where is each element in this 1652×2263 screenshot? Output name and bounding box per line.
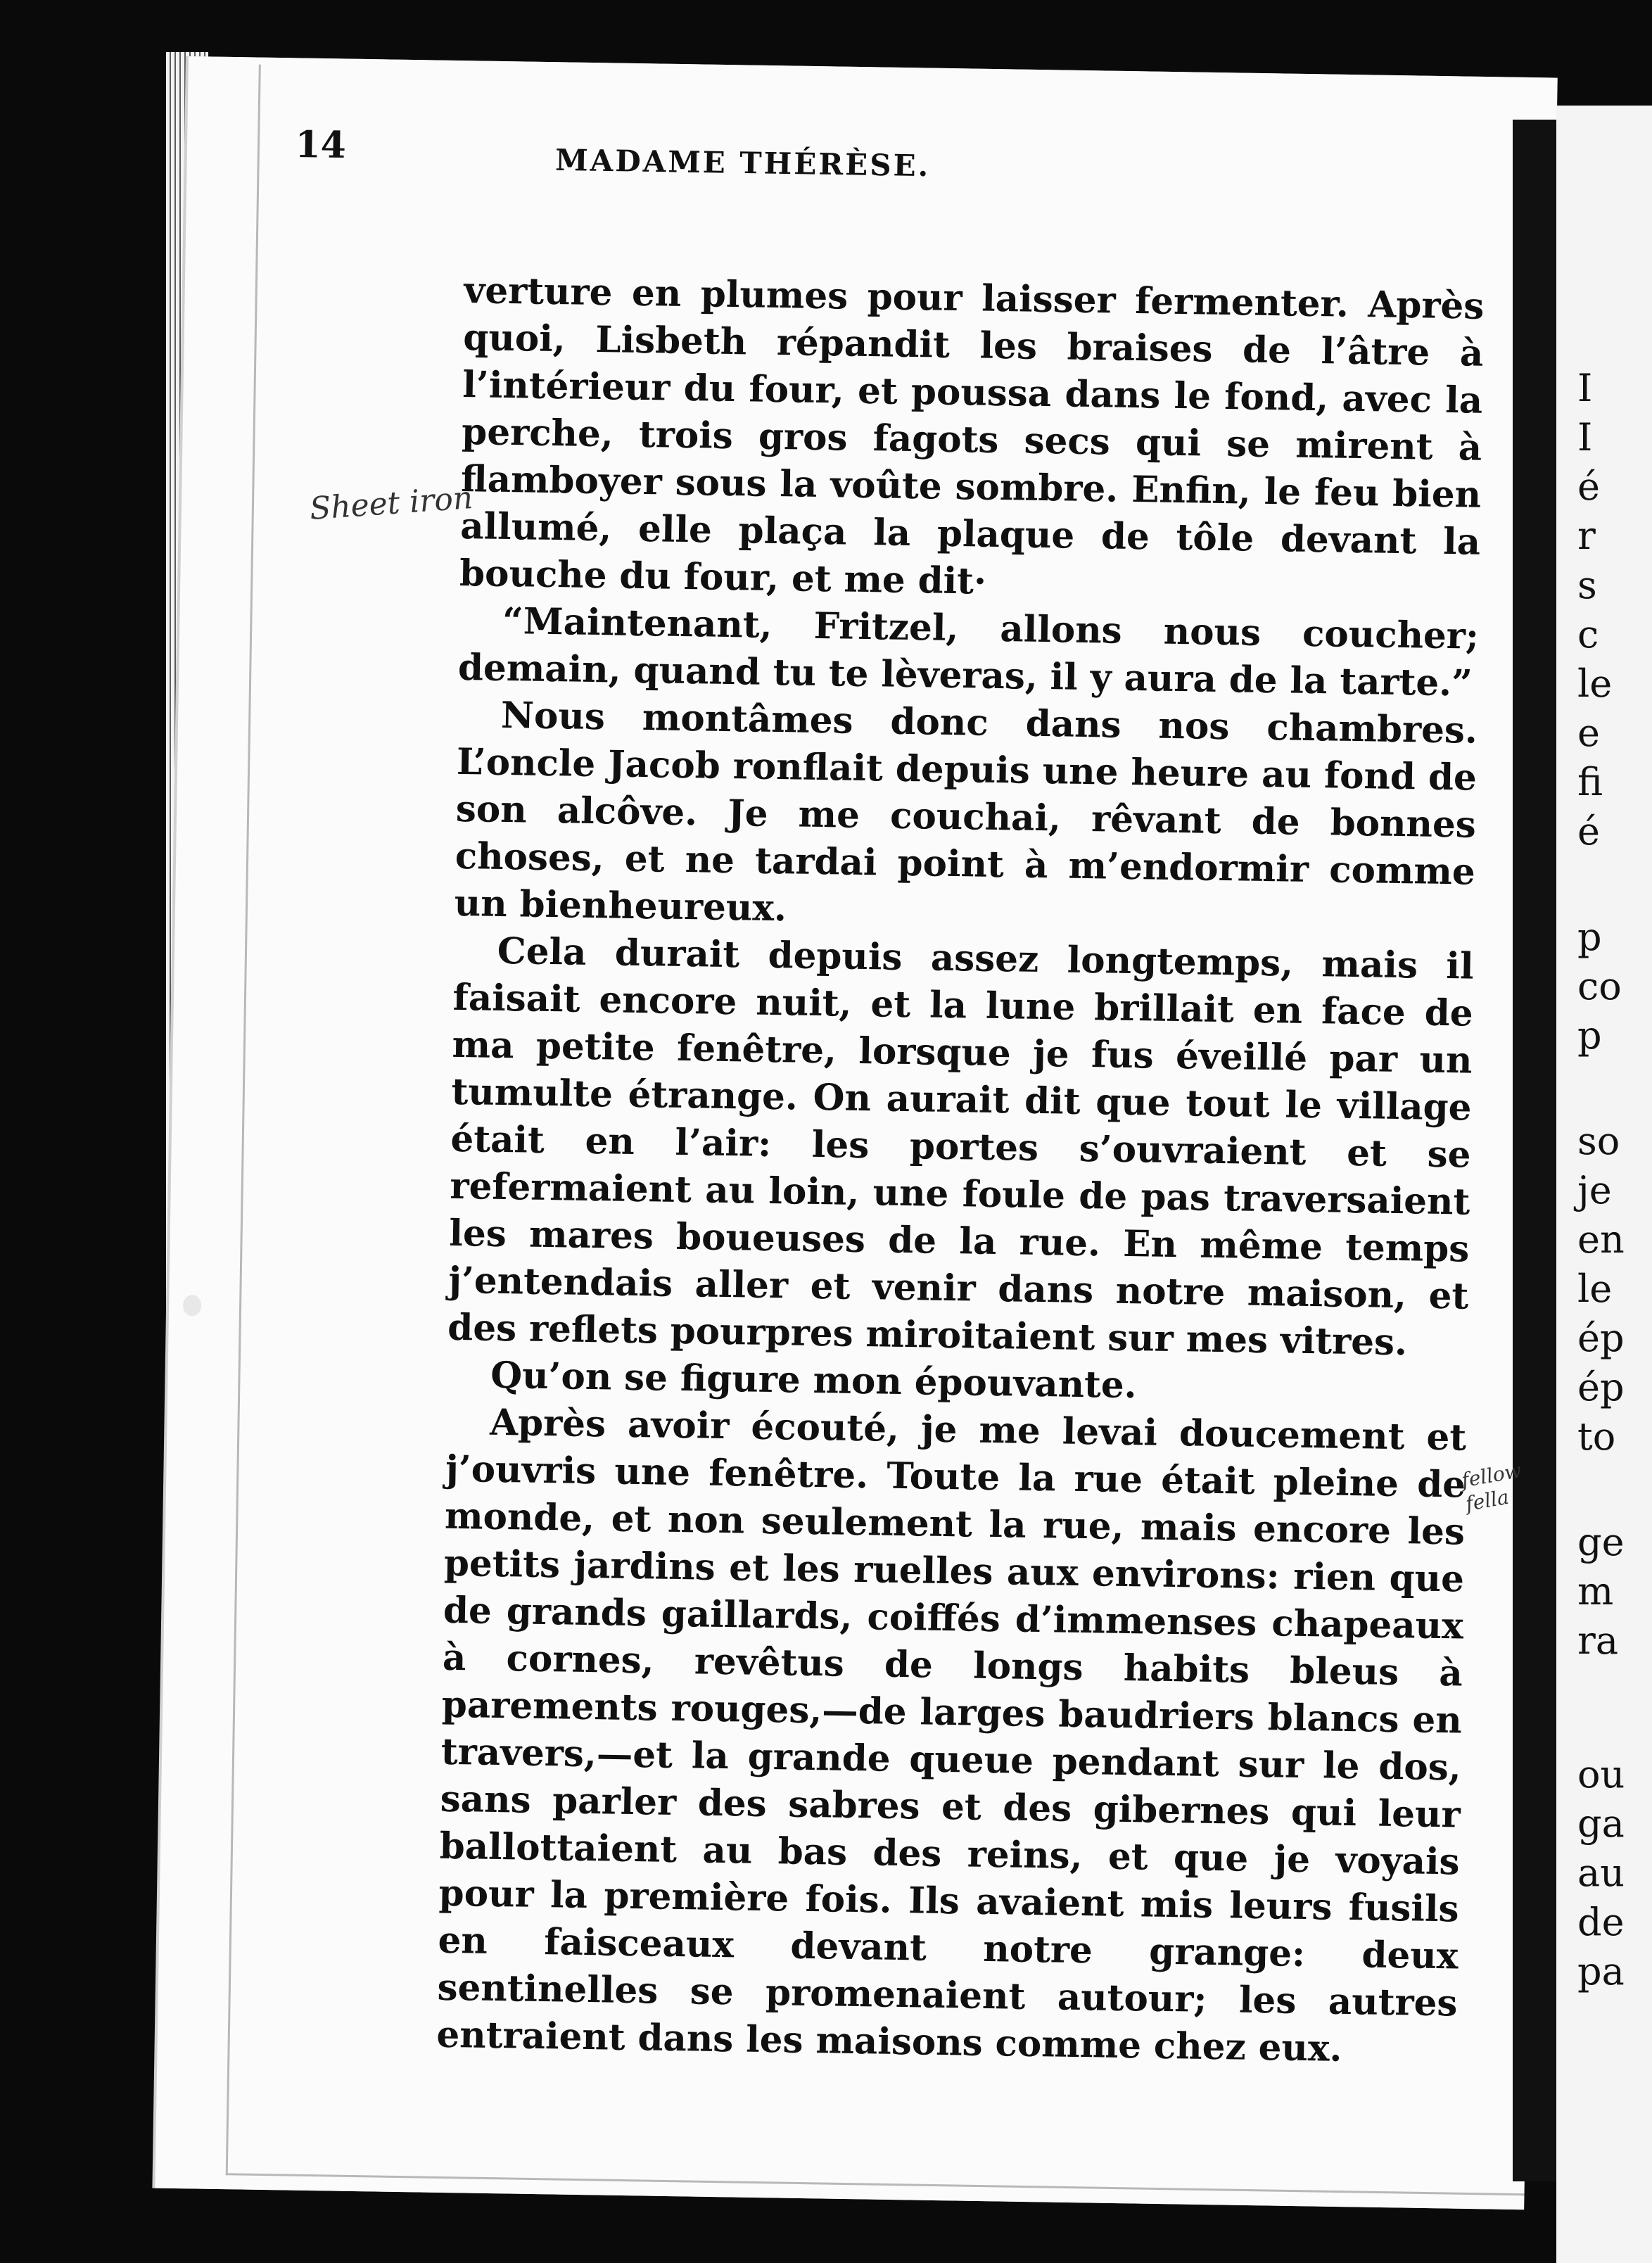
running-title: MADAME THÉRÈSE.: [554, 142, 931, 184]
facing-page-line: c: [1577, 612, 1599, 657]
body-text: [436, 267, 1485, 2074]
paragraph-4: Cela durait depuis assez longtemps, mais il faisait encore nuit, et la lune brillait en face de ma petite fenêtre, lorsque je fus éveillé par un tumulte étrange. On aurait dit que tout le village était en l’air: les portes s’ouvraient et se refermaient au loin, une foule de pas traversaient les mares boueuses de la rue. En même temps j’entendais aller et venir dans notre maison, et des reflets pourpres miroitaient sur mes vitres.: [447, 930, 1475, 1364]
facing-page-line: p: [1577, 1013, 1602, 1058]
paper-speck: [183, 1295, 201, 1316]
facing-page-fragment: [1556, 106, 1652, 2263]
paragraph-3: Nous montâmes donc dans nos chambres. L’oncle Jacob ronflait depuis une heure au fond de son alcôve. Je me couchai, rêvant de bonnes choses, et ne tardai point à m’endormir comme un bienheureux.: [454, 694, 1478, 930]
paragraph-5: Qu’on se figure mon épouvante.: [490, 1354, 1138, 1407]
facing-page-line: s: [1577, 563, 1597, 607]
facing-page-line: pa: [1577, 1949, 1625, 1993]
margin-annotation-right: fellow fella: [1459, 1459, 1523, 1516]
facing-page-line: I: [1577, 415, 1593, 459]
facing-page-line: é: [1577, 464, 1600, 509]
facing-page-line: ou: [1577, 1752, 1625, 1796]
margin-annotation-left: Sheet iron: [308, 479, 474, 528]
facing-page-line: p: [1577, 915, 1602, 959]
facing-page-line: le: [1577, 1267, 1613, 1311]
binding-gutter: [1513, 120, 1556, 2181]
facing-page-line: ra: [1577, 1618, 1619, 1663]
facing-page-line: so: [1577, 1119, 1620, 1163]
facing-page-line: ga: [1577, 1801, 1625, 1846]
paragraph-1: verture en plumes pour laisser fermenter. Après quoi, Lisbeth répandit les braises de l’âtre à l’intérieur du four, et poussa dans le fond, avec la perche, trois gros fagots secs qui se mirent à flamboyer sous la voûte sombre. Enfin, le feu bien allumé, elle plaça la plaque de tôle devant la bouche du four, et me dit·: [459, 269, 1485, 603]
facing-page-line: fi: [1577, 760, 1603, 804]
paragraph-2: “Maintenant, Fritzel, allons nous coucher; demain, quand tu te lèveras, il y aura de la tarte.”: [457, 600, 1480, 705]
facing-page-line: r: [1577, 514, 1596, 558]
facing-page-line: e: [1577, 711, 1600, 755]
facing-page-line: je: [1577, 1168, 1612, 1212]
facing-page-line: I: [1577, 366, 1593, 410]
facing-page-line: ép: [1577, 1316, 1625, 1360]
facing-page-line: de: [1577, 1900, 1625, 1944]
paragraph-6: Après avoir écouté, je me levai doucement et j’ouvris une fenêtre. Toute la rue était pleine de monde, et non seulement la rue, mais encore les petits jardins et les ruelles aux environs: rien que de grands gaillards, coiffés d’immenses chapeaux à cornes, revêtus de longs habits bleus à parements rouges,—de larges baudriers blancs en travers,—et la grande queue pendant sur le dos, sans parler des sabres et des gibernes qui leur ballottaient au bas des reins, et que je voyais pour la première fois. Ils avaient mis leurs fusils en faisceaux devant notre grange: deux sentinelles se promenaient autour; les autres entraient dans les maisons comme chez eux.: [436, 1401, 1467, 2070]
facing-page-line: ép: [1577, 1365, 1625, 1409]
facing-page-line: le: [1577, 661, 1613, 706]
facing-page-line: to: [1577, 1414, 1616, 1459]
facing-page-line: ge: [1577, 1520, 1625, 1564]
page-number: 14: [295, 123, 347, 167]
facing-page-line: en: [1577, 1217, 1625, 1262]
facing-page-line: au: [1577, 1851, 1625, 1895]
facing-page-line: é: [1577, 809, 1600, 854]
facing-page-line: m: [1577, 1569, 1614, 1614]
facing-page-line: co: [1577, 964, 1622, 1008]
